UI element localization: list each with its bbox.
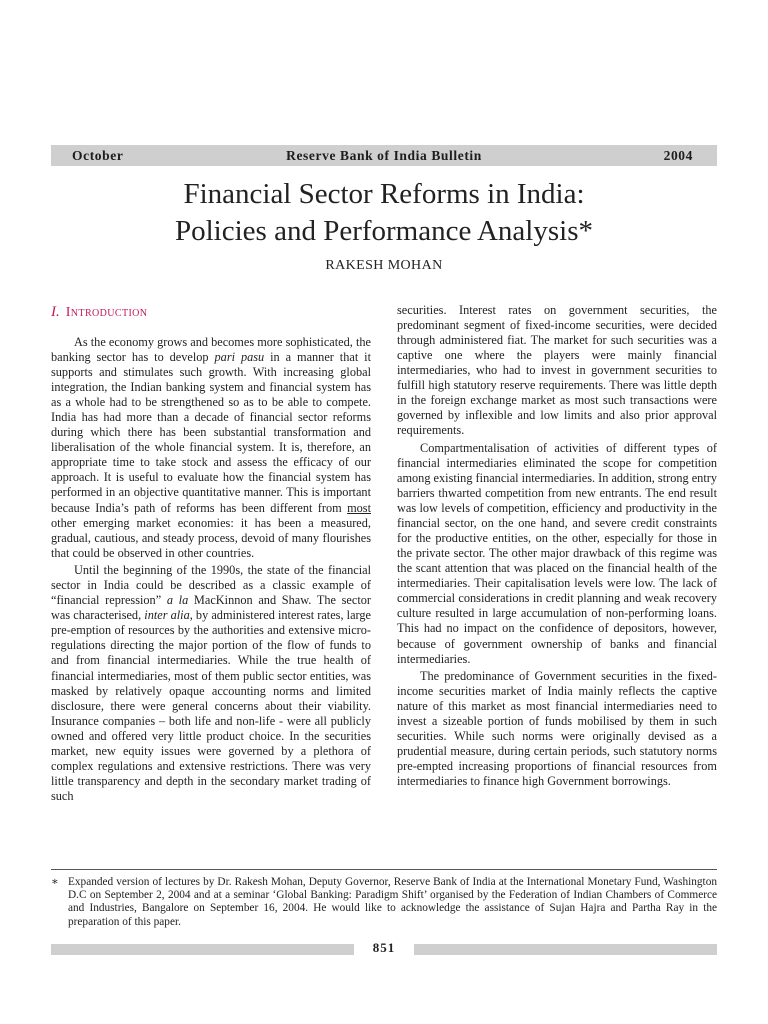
section-title: Introduction [65, 305, 148, 320]
paragraph: The predominance of Government securities in the fixed-income securities market of India mainly reflects the captive nature of this market as most financial intermediaries need to invest a sizeable portion of funds mobilised by them in such securities. While such norms were originally devised as a prudential measure, during certain periods, such statutory norms pre-empted increasing proportions of financial resources from intermediaries to finance high Government borrowings. [397, 669, 717, 789]
footnote [51, 876, 717, 929]
article-author: RAKESH MOHAN [325, 258, 443, 273]
title-line-2: Policies and Performance Analysis* [175, 215, 593, 247]
footer-bar-right [414, 944, 717, 955]
page-number: 851 [372, 940, 396, 955]
paragraph: securities. Interest rates on government securities, the predominant segment of fixed-income securities, were decided through administered fiat. The market for such securities was a captive one where the players were mainly financial intermediaries, who had to invest in government securities to fulfill high statutory reserve requirements. There was little depth in the foreign exchange market as most such transactions were governed by inflexible and low limits and also prior approval requirements. [397, 303, 717, 438]
section-number: I. [51, 304, 60, 320]
left-column [51, 303, 371, 806]
header-month: October [72, 147, 124, 163]
article-title [0, 176, 768, 250]
right-column [397, 303, 717, 792]
paragraph: Until the beginning of the 1990s, the state of the financial sector in India could be described as a classic example of “financial repression” a la MacKinnon and Shaw. The sector was characterised, inter alia, by administered interest rates, large pre-emption of resources by the authorities and extensive micro-regulations directing the major portion of the flow of funds to and from financial intermediaries. While the true health of financial intermediaries, most of them public sector entities, was masked by relatively opaque accounting norms and limited disclosure, there were general concerns about their viability. Insurance companies – both life and non-life - were all publicly owned and offered very little product choice. In the securities market, new equity issues were governed by a plethora of complex regulations and extensive restrictions. There was very little transparency and depth in the secondary market trading of such [51, 563, 372, 803]
footnote-text: Expanded version of lectures by Dr. Rakesh Mohan, Deputy Governor, Reserve Bank of India at the International Monetary Fund, Washington D.C on September 2, 2004 and at a seminar ‘Global Banking: Paradigm Shift’ organised by the Federation of Indian Chambers of Commerce and Industries, Bangalore on September 16, 2004. He would like to acknowledge the assistance of Sujan Hajra and Partha Ray in the preparation of this paper. [68, 876, 717, 928]
footnote-divider [51, 869, 717, 870]
paragraph: As the economy grows and becomes more sophisticated, the banking sector has to develop pari pasu in a manner that it supports and stimulates such growth. With increasing global integration, the Indian banking system and financial system has as a whole had to be strengthened so as to be able to compete. India has had more than a decade of financial sector reforms during which there has been substantial transformation and liberalisation of the whole financial system. It is, therefore, an appropriate time to take stock and assess the efficacy of our approach. It is useful to evaluate how the financial system has performed in an objective quantitative manner. This is important because India’s path of reforms has been different from most other emerging market economies: it has been a measured, gradual, cautious, and steady process, devoid of many flourishes that could be observed in other countries. [51, 335, 372, 560]
header-journal: Reserve Bank of India Bulletin [286, 147, 482, 163]
footnote-marker: ∗ [51, 876, 59, 888]
header-year: 2004 [663, 147, 693, 163]
footer-bar-left [51, 944, 354, 955]
title-line-1: Financial Sector Reforms in India: [183, 178, 585, 210]
section-heading [51, 303, 371, 322]
running-header [51, 145, 717, 166]
paragraph: Compartmentalisation of activities of different types of financial intermediaries eliminated the scope for competition among existing financial intermediaries. In addition, strong entry barriers thwarted competition from new entrants. The end result was low levels of competition, efficiency and productivity in the financial sector, on the one hand, and severe credit constraints for the productive entities, on the other, especially for those in the private sector. The other major drawback of this regime was the scant attention that was placed on the financial health of the intermediaries. Their capitalisation levels were low. The lack of commercial considerations in credit planning and weak recovery culture resulted in large accumulation of non-performing loans. This had no impact on the confidence of depositors, however, because of government ownership of banks and financial intermediaries. [397, 440, 717, 666]
